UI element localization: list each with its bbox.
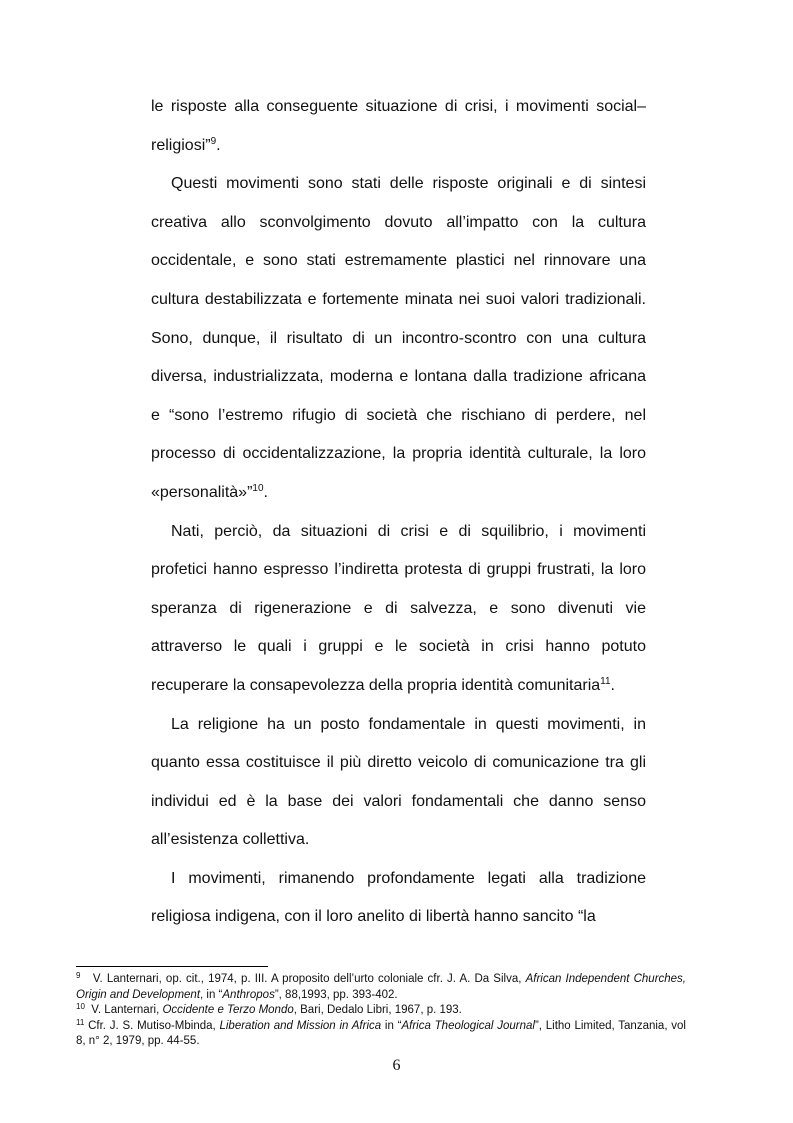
- footnote-11: $^{11}$ Cfr. J. S. Mutiso-Mbinda, Liberation and Mission in Africa in “Africa Theological Journal”, Litho Limited, Tanzania, vol 8, n° 2, 1979, pp. 44-55.: [76, 1017, 686, 1047]
- footnote-ref: 11: [600, 675, 611, 687]
- footnote-ref: 10: [252, 482, 264, 494]
- footnote-9: $^9$ V. Lanternari, op. cit., 1974, p. III. A proposito dell’urto coloniale cfr. J. A. Da Silva, African Independent Churches, Origin and Development, in “Anthropos”, 88,1993, pp. 393-402.: [76, 971, 687, 1001]
- page-number: 6: [392, 1057, 401, 1074]
- body-text: [151, 88, 646, 937]
- paragraph: Questi movimenti sono stati delle risposte originali e di sintesi creativa allo sconvolgimento dovuto all’impatto con la cultura occidentale, e sono stati estremamente plastici nel rinnovare una cultura destabilizzata e fortemente minata nei suoi valori tradizionali. Sono, dunque, il risultato di un incontro-scontro con una cultura diversa, industrializzata, moderna e lontana dalla tradizione africana e “sono l’estremo rifugio di società che rischiano di perdere, nel processo di occidentalizzazione, la propria identità culturale, la loro «personalità»”$^{10}$.: [151, 175, 646, 501]
- footnotes: [76, 972, 686, 1050]
- footnote-10: $^{10}$ V. Lanternari, Occidente e Terzo Mondo, Bari, Dedalo Libri, 1967, p. 193.: [76, 1002, 462, 1016]
- paragraph: le risposte alla conseguente situazione di crisi, i movimenti social–religiosi”$^9$.: [151, 98, 646, 154]
- paragraph: Nati, perciò, da situazioni di crisi e di squilibrio, i movimenti profetici hanno espresso l’indiretta protesta di gruppi frustrati, la loro speranza di rigenerazione e di salvezza, e sono divenuti vie attraverso le quali i gruppi e le società in crisi hanno potuto recuperare la consapevolezza della propria identità comunitaria$^{11}$.: [151, 522, 646, 694]
- paragraph: I movimenti, rimanendo profondamente legati alla tradizione religiosa indigena, con il loro anelito di libertà hanno sancito “la: [151, 869, 646, 926]
- footnote-ref: 9: [210, 135, 217, 147]
- footnote-separator: [76, 966, 268, 967]
- paragraph: La religione ha un posto fondamentale in questi movimenti, in quanto essa costituisce il più diretto veicolo di comunicazione tra gli individui ed è la base dei valori fondamentali che danno senso all’esistenza collettiva.: [151, 715, 646, 849]
